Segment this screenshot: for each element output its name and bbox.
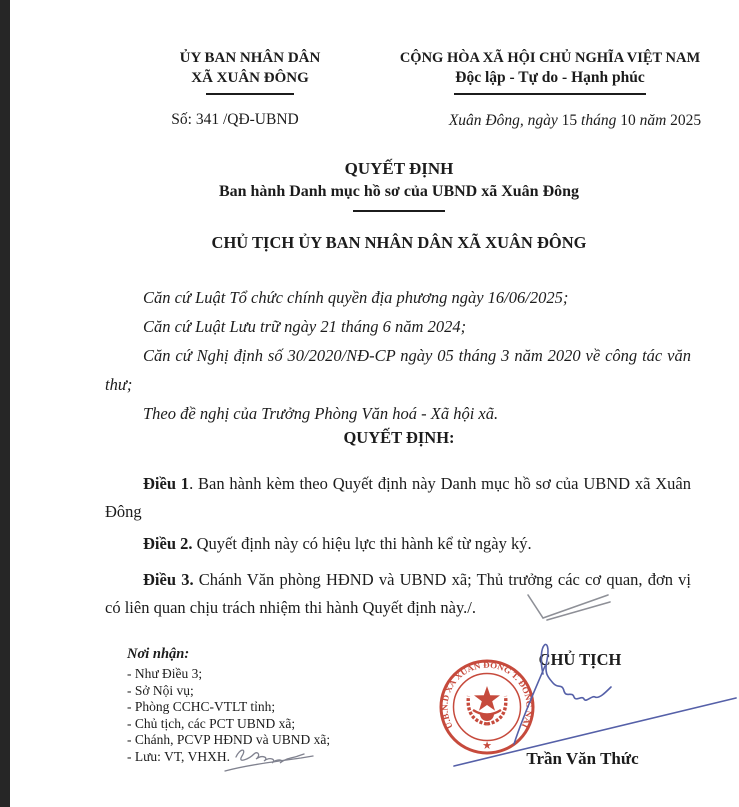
scanner-edge-strip xyxy=(0,0,10,807)
date-place: Xuân Đông, ngày xyxy=(448,112,558,129)
recipient-item: - Sở Nội vụ; xyxy=(127,682,194,698)
recital-1: Căn cứ Luật Tổ chức chính quyền địa phương ngày 16/06/2025; xyxy=(143,288,569,307)
recipient-item: - Lưu: VT, VHXH. xyxy=(127,748,230,764)
date-month: 10 xyxy=(620,112,636,129)
motto-underline xyxy=(454,93,646,95)
recital-2: Căn cứ Luật Lưu trữ ngày 21 tháng 6 năm 2024; xyxy=(143,317,467,336)
article-2-text: Quyết định này có hiệu lực thi hành kể từ ngày ký. xyxy=(192,534,532,553)
place-date-line xyxy=(415,112,735,130)
national-line2: Độc lập - Tự do - Hạnh phúc xyxy=(455,69,645,86)
article-3-label: Điều 3. xyxy=(143,570,194,589)
issuing-org-block xyxy=(160,48,340,95)
document-number-line xyxy=(140,111,330,129)
number-label: Số: xyxy=(171,111,192,128)
signer-name: Trần Văn Thức xyxy=(526,749,639,768)
issuing-org-line2: XÃ XUÂN ĐÔNG xyxy=(191,70,309,86)
number-value: 341 xyxy=(195,111,220,128)
signer-title: CHỦ TỊCH xyxy=(538,650,622,669)
recital-4: Theo đề nghị của Trưởng Phòng Văn hoá - Xã hội xã. xyxy=(143,404,499,423)
article-1-text: . Ban hành kèm theo Quyết định này Danh mục hồ sơ của UBND xã Xuân Đông xyxy=(105,474,691,521)
authority-title: CHỦ TỊCH ỦY BAN NHÂN DÂN XÃ XUÂN ĐÔNG xyxy=(211,233,587,252)
seal-ring-text: U.B.N.D XÃ XUÂN ĐÔNG T. ĐỒNG NAI xyxy=(440,660,534,731)
doc-subject-title: Ban hành Danh mục hồ sơ của UBND xã Xuân Đông xyxy=(218,183,580,200)
date-year: 2025 xyxy=(670,112,702,129)
recipient-item: - Phòng CCHC-VTLT tỉnh; xyxy=(127,699,276,714)
recipient-item: - Chủ tịch, các PCT UBND xã; xyxy=(127,715,296,731)
doc-type-title: QUYẾT ĐỊNH xyxy=(344,159,454,178)
recipient-item: - Như Điều 3; xyxy=(127,666,203,681)
recipient-item: - Chánh, PCVP HĐND và UBND xã; xyxy=(127,732,331,747)
article-3-text: Chánh Văn phòng HĐND và UBND xã; Thủ trưởng các cơ quan, đơn vị có liên quan chịu trách nhiệm thi hành Quyết định này./. xyxy=(105,570,691,617)
recipients-title: Nơi nhận: xyxy=(127,646,190,662)
org-underline xyxy=(206,93,294,95)
clerk-initials-handwriting xyxy=(222,744,320,778)
recital-3: Căn cứ Nghị định số 30/2020/NĐ-CP ngày 05 tháng 3 năm 2020 về công tác văn thư; xyxy=(105,346,691,394)
number-suffix: /QĐ-UBND xyxy=(222,111,299,128)
title-underline xyxy=(353,210,445,212)
article-2 xyxy=(105,530,691,558)
decree-heading: QUYẾT ĐỊNH: xyxy=(343,428,455,447)
national-line1: CỘNG HÒA XÃ HỘI CHỦ NGHĨA VIỆT NAM xyxy=(399,50,701,66)
article-2-label: Điều 2. xyxy=(143,534,193,553)
date-month-label: tháng xyxy=(581,112,617,129)
article-1-label: Điều 1 xyxy=(143,474,190,493)
seal-bottom-star: ★ xyxy=(482,740,492,752)
recitals-block xyxy=(105,283,691,428)
date-year-label: năm xyxy=(639,112,667,129)
date-day: 15 xyxy=(561,112,578,129)
issuing-org-line1: ỦY BAN NHÂN DÂN xyxy=(179,50,321,66)
national-header-block xyxy=(385,48,715,95)
article-1 xyxy=(105,470,691,526)
handwritten-tick-mark xyxy=(520,590,615,622)
